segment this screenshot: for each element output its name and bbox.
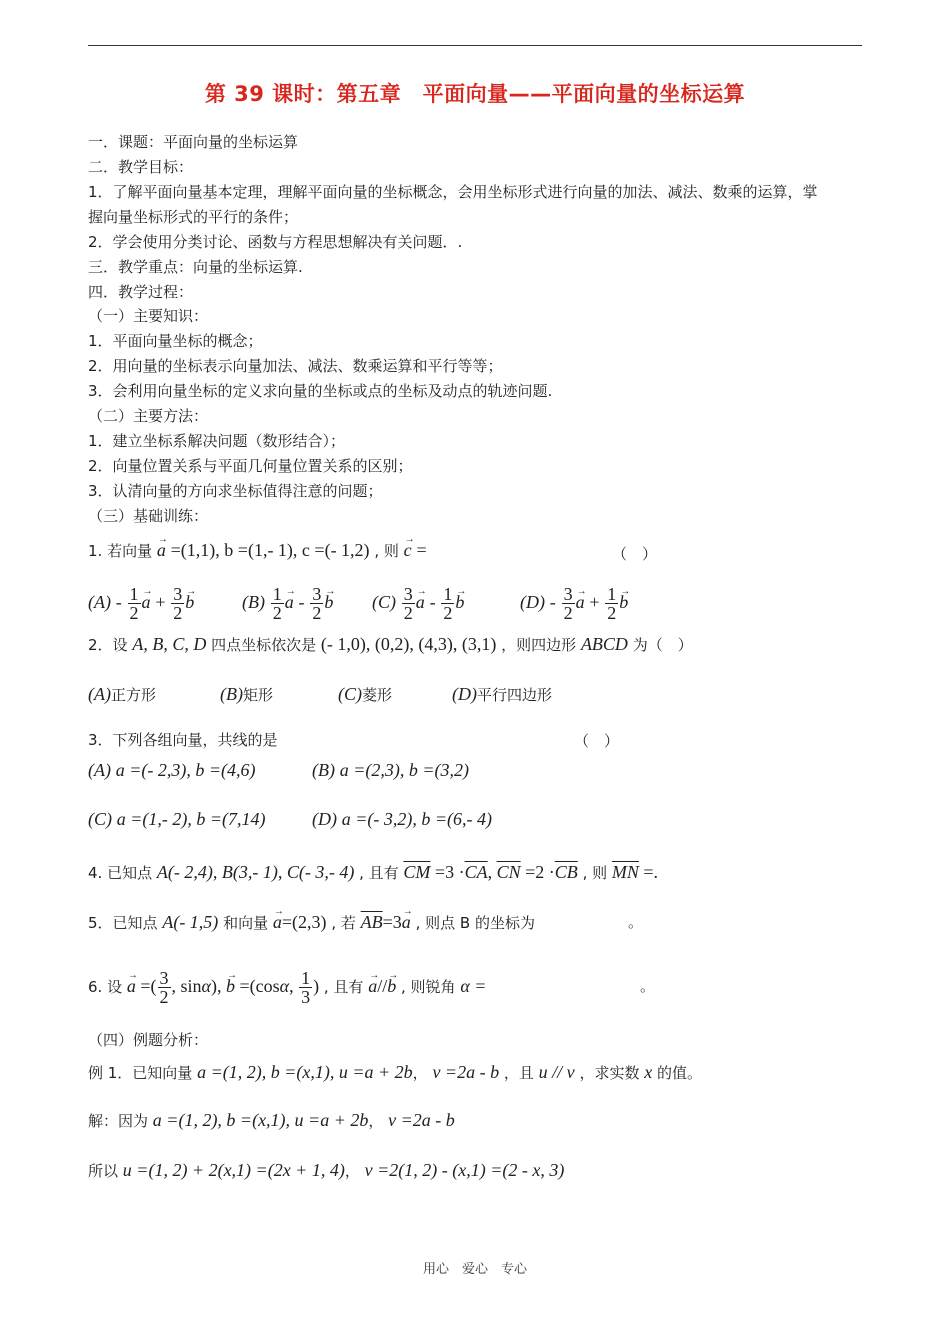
so-expression-2: v =2(1, 2) - (x,1) =(2 - x, 3) — [364, 1160, 565, 1180]
q2-suffix: 为（ ） — [632, 636, 693, 654]
q4-then: , 则 — [582, 864, 608, 882]
q5-mid: 和向量 — [223, 914, 269, 932]
outline-line: 3．认清向量的方向求坐标值得注意的问题； — [88, 482, 383, 500]
outline-line: （二）主要方法： — [88, 407, 209, 425]
q6-suffix: , 则锐角 — [401, 978, 456, 996]
q2-mid: 四点坐标依次是 — [211, 636, 317, 654]
ex1-expression-1: a =(1, 2), b =(x,1), u =a + 2b — [197, 1062, 413, 1082]
example-1: 例 1．已知向量 a =(1, 2), b =(x,1), u =a + 2b， v =2a - b ，且 u // v ，求实数 x 的值。 — [88, 1062, 703, 1082]
option-text: 菱形 — [362, 686, 393, 704]
outline-line: 1．了解平面向量基本定理，理解平面向量的坐标概念，会用坐标形式进行向量的加法、减法、数乘的运算，掌 — [88, 183, 818, 201]
q2-option-c — [338, 684, 392, 705]
question-1 — [88, 540, 427, 561]
sol-prefix: 解：因为 — [88, 1112, 149, 1130]
q6-par: // — [377, 976, 388, 996]
option-label: (B) — [220, 684, 243, 704]
option-label: (A) — [88, 684, 111, 704]
q5-end: 。 — [628, 913, 644, 931]
question-5: 5．已知点 A(- 1,5) 和向量 → a=(2,3) , 若 $\overline{AB}=3\to a$ , 则点 B 的坐标为 。 — [88, 912, 535, 933]
outline-line: 握向量坐标形式的平行的条件； — [88, 208, 299, 226]
q1-answer-paren: （ ） — [612, 545, 658, 563]
so-expression-1: u =(1, 2) + 2(x,1) =(2x + 1, 4) — [122, 1160, 345, 1180]
outline-line: 2．用向量的坐标表示向量加法、减法、数乘运算和平行等等； — [88, 357, 503, 375]
q5-prefix: 5．已知点 — [88, 914, 158, 932]
option-label: (B) — [242, 592, 265, 612]
outline-line: 2．学会使用分类讨论、函数与方程思想解决有关问题．. — [88, 233, 463, 251]
q1-prefix: 1. 若向量 — [88, 542, 153, 560]
q6-alpha: α = — [460, 976, 487, 996]
sol-expression-1: a =(1, 2), b =(x,1), u =a + 2b — [152, 1110, 369, 1130]
ex1-cond-expr: u // v — [538, 1062, 575, 1082]
option-label: (D) — [452, 684, 477, 704]
q5-point: A(- 1,5) — [162, 912, 219, 932]
q2-prefix: 2．设 — [88, 636, 128, 654]
option-text: 矩形 — [242, 686, 273, 704]
ex1-var: x — [644, 1062, 653, 1082]
option-text: 正方形 — [110, 686, 156, 704]
outline-line: 三．教学重点：向量的坐标运算. — [88, 258, 303, 276]
q1-then: , 则 — [374, 542, 399, 560]
q2-points: A, B, C, D — [132, 634, 207, 654]
q5-cond: , 若 — [331, 914, 356, 932]
outline-line: 3．会利用向量坐标的定义求向量的坐标或点的坐标及动点的轨迹问题. — [88, 382, 553, 400]
q4-points: A(- 2,4), B(3,- 1), C(- 3,- 4) — [156, 862, 355, 882]
vector-c: → c — [404, 540, 412, 560]
ex1-cond: ，且 — [503, 1064, 534, 1082]
option-expression: a =(2,3), b =(3,2) — [339, 760, 470, 780]
outline-line: 2．向量位置关系与平面几何量位置关系的区别； — [88, 457, 413, 475]
page-title: 第 39 课时：第五章 平面向量——平面向量的坐标运算 — [204, 82, 746, 106]
outline-line: （一）主要知识： — [88, 307, 209, 325]
vector-a: → a — [157, 540, 166, 560]
q1-expression: =(1,1), b =(1,- 1), c =(- 1,2) — [170, 540, 370, 560]
solution-line: 解：因为 a =(1, 2), b =(x,1), u =a + 2b， v =2a - b — [88, 1110, 455, 1130]
outline-line: （三）基础训练： — [88, 507, 209, 525]
outline-line: 四．教学过程： — [88, 283, 194, 301]
q3-option-c — [88, 809, 266, 830]
outline-line: 1．平面向量坐标的概念； — [88, 332, 263, 350]
ex1-prefix: 例 1．已知向量 — [88, 1064, 193, 1082]
option-label: (B) — [312, 760, 335, 780]
q3-option-d — [312, 809, 492, 830]
so-line: 所以 u =(1, 2) + 2(x,1) =(2x + 1, 4)， v =2(1, 2) - (x,1) =(2 - x, 3) — [88, 1160, 565, 1180]
ex1-expression-2: v =2a - b — [432, 1062, 500, 1082]
option-expression: a =(- 3,2), b =(6,- 4) — [341, 809, 493, 829]
section-example-heading: （四）例题分析： — [88, 1031, 209, 1049]
option-label: (D) — [520, 592, 545, 612]
sol-expression-2: v =2a - b — [388, 1110, 455, 1130]
question-6: 6. 设 → a =( $\frac{3}{2}$ , sinα), → b =(cosα, $\frac{1}{3}$ ) , 且有 → a//→ b , 则锐角 α = 。 — [88, 966, 486, 1007]
option-label: (A) — [88, 760, 111, 780]
outline-line: 二．教学目标： — [88, 158, 194, 176]
header-rule — [88, 45, 862, 46]
q1-option-c: (C) $\frac{3}{2}$ → a - $\frac{1}{2}$ → b — [372, 582, 512, 623]
q1-option-b: (B) $\frac{1}{2}$ → a - $\frac{3}{2}$ → b — [242, 582, 382, 623]
q2-option-b — [220, 684, 273, 705]
question-3: 3．下列各组向量，共线的是 — [88, 731, 278, 749]
so-prefix: 所以 — [88, 1162, 119, 1180]
option-label: (C) — [338, 684, 362, 704]
q2-coords: (- 1,0), (0,2), (4,3), (3,1) — [320, 634, 497, 654]
q1-eq: = — [416, 540, 427, 560]
option-expression: a =(1,- 2), b =(7,14) — [116, 809, 266, 829]
option-label: (C) — [88, 809, 112, 829]
option-expression: a =(- 2,3), b =(4,6) — [115, 760, 256, 780]
q4-prefix: 4. 已知点 — [88, 864, 153, 882]
q6-prefix: 6. 设 — [88, 978, 123, 996]
option-label: (D) — [312, 809, 337, 829]
outline-line: 一．课题：平面向量的坐标运算 — [88, 133, 299, 151]
ex1-end: 的值。 — [657, 1064, 703, 1082]
outline-line: 1．建立坐标系解决问题（数形结合）； — [88, 432, 346, 450]
option-label: (A) — [88, 592, 111, 612]
q4-mid: , 且有 — [359, 864, 399, 882]
q5-suffix: , 则点 B 的坐标为 — [415, 914, 535, 932]
q2-option-d — [452, 684, 552, 705]
q3-option-a — [88, 760, 256, 781]
q3-answer-paren: （ ） — [574, 732, 620, 750]
question-4: 4. 已知点 A(- 2,4), B(3,- 1), C(- 3,- 4) , 且有 $\overline{CM} =3 \cdot\overline{CA}$, $\overline{CN} =2 \cdot\overline{CB}$ , 则 $\overline{MN}$ =. — [88, 862, 659, 882]
q3-option-b — [312, 760, 469, 781]
ex1-suffix: ，求实数 — [579, 1064, 640, 1082]
q2-option-a — [88, 684, 156, 705]
q2-then: ，则四边形 — [501, 636, 577, 654]
q5-eq: =3 — [382, 912, 402, 932]
page-footer: 用心 爱心 专心 — [422, 1262, 527, 1277]
q6-end: 。 — [640, 977, 656, 995]
q2-quad: ABCD — [580, 634, 628, 654]
q1-option-a: (A) - $\frac{1}{2}$ → a + $\frac{3}{2}$ → b — [88, 582, 238, 623]
q5-vec-value: =(2,3) — [281, 912, 327, 932]
q1-option-d: (D) - $\frac{3}{2}$ → a + $\frac{1}{2}$ → b — [520, 582, 690, 623]
question-2 — [88, 634, 693, 655]
q6-cond: , 且有 — [323, 978, 364, 996]
option-text: 平行四边形 — [477, 686, 553, 704]
option-label: (C) — [372, 592, 396, 612]
